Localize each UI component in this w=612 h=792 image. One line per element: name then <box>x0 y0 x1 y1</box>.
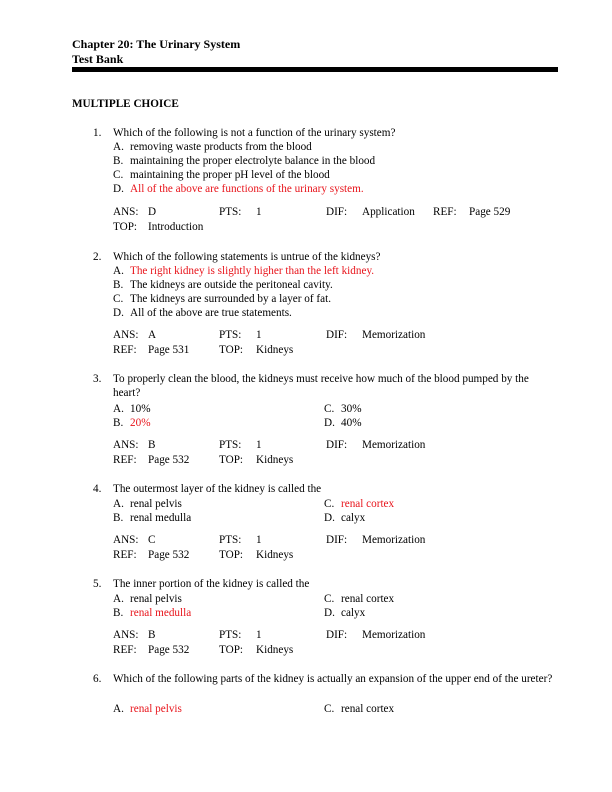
top-label: TOP: <box>219 454 244 466</box>
question-text: Which of the following parts of the kidney is actually an expansion of the upper end of the ureter? <box>113 673 553 685</box>
ref-value: Page 532 <box>148 644 190 656</box>
option-text: 30% <box>341 403 362 415</box>
option-letter: A. <box>113 265 124 277</box>
ans-label: ANS: <box>113 329 139 341</box>
question-text: Which of the following is not a function of the urinary system? <box>113 127 396 139</box>
option-letter: C. <box>324 403 335 415</box>
option-text: calyx <box>341 607 366 619</box>
dif-label: DIF: <box>326 206 348 218</box>
option-text: renal medulla <box>130 512 192 524</box>
dif-value: Memorization <box>362 329 426 341</box>
option-text: renal cortex <box>341 703 395 715</box>
pts-value: 1 <box>256 439 262 451</box>
pts-label: PTS: <box>219 439 242 451</box>
ans-label: ANS: <box>113 534 139 546</box>
option-letter: A. <box>113 403 124 415</box>
ans-label: ANS: <box>113 206 139 218</box>
ref-label: REF: <box>113 644 137 656</box>
top-value: Kidneys <box>256 549 294 561</box>
question-text: The outermost layer of the kidney is called the <box>113 483 322 495</box>
pts-value: 1 <box>256 534 262 546</box>
ans-value: C <box>148 534 156 546</box>
ref-value: Page 529 <box>469 206 511 218</box>
option-letter: C. <box>324 703 335 715</box>
dif-label: DIF: <box>326 534 348 546</box>
question-number: 2. <box>93 251 102 263</box>
option-letter: B. <box>113 279 124 291</box>
question-number: 6. <box>93 673 102 685</box>
pts-label: PTS: <box>219 629 242 641</box>
header-rule <box>72 67 558 72</box>
ans-label: ANS: <box>113 629 139 641</box>
option-letter: A. <box>113 593 124 605</box>
dif-value: Application <box>362 206 415 218</box>
option-letter: A. <box>113 141 124 153</box>
ref-value: Page 531 <box>148 344 190 356</box>
dif-label: DIF: <box>326 329 348 341</box>
question-text: To properly clean the blood, the kidneys must receive how much of the blood pumped by the heart? <box>113 373 529 399</box>
top-value: Kidneys <box>256 344 294 356</box>
option-text: renal medulla <box>130 607 192 619</box>
ans-value: A <box>148 329 157 341</box>
option-letter: B. <box>113 607 124 619</box>
dif-value: Memorization <box>362 629 426 641</box>
pts-value: 1 <box>256 629 262 641</box>
option-text: 10% <box>130 403 151 415</box>
option-text: renal pelvis <box>130 498 182 510</box>
ans-label: ANS: <box>113 439 139 451</box>
top-label: TOP: <box>219 549 244 561</box>
option-letter: B. <box>113 417 124 429</box>
option-text: maintaining the proper pH level of the blood <box>130 169 330 181</box>
top-label: TOP: <box>113 221 138 233</box>
pts-value: 1 <box>256 206 262 218</box>
option-text: renal cortex <box>341 498 395 510</box>
chapter-title: Chapter 20: The Urinary System <box>72 37 241 51</box>
top-value: Kidneys <box>256 454 294 466</box>
ref-label: REF: <box>433 206 457 218</box>
ref-label: REF: <box>113 344 137 356</box>
ref-label: REF: <box>113 454 137 466</box>
option-letter: A. <box>113 498 124 510</box>
pts-label: PTS: <box>219 206 242 218</box>
ref-value: Page 532 <box>148 454 190 466</box>
ans-value: D <box>148 206 157 218</box>
top-value: Introduction <box>148 221 204 233</box>
option-letter: B. <box>113 155 124 167</box>
pts-value: 1 <box>256 329 262 341</box>
top-label: TOP: <box>219 644 244 656</box>
ref-label: REF: <box>113 549 137 561</box>
option-text: renal cortex <box>341 593 395 605</box>
option-text: All of the above are true statements. <box>130 307 292 319</box>
ans-value: B <box>148 439 156 451</box>
option-letter: D. <box>324 417 335 429</box>
option-text: 20% <box>130 417 151 429</box>
option-text: The right kidney is slightly higher than the left kidney. <box>130 265 375 277</box>
pts-label: PTS: <box>219 534 242 546</box>
ref-value: Page 532 <box>148 549 190 561</box>
option-letter: D. <box>113 183 124 195</box>
option-text: calyx <box>341 512 366 524</box>
option-letter: D. <box>324 512 335 524</box>
option-text: maintaining the proper electrolyte balance in the blood <box>130 155 376 167</box>
option-text: 40% <box>341 417 362 429</box>
option-letter: C. <box>324 498 335 510</box>
option-letter: D. <box>324 607 335 619</box>
dif-value: Memorization <box>362 439 426 451</box>
option-letter: D. <box>113 307 124 319</box>
question-text: Which of the following statements is untrue of the kidneys? <box>113 251 381 263</box>
option-letter: B. <box>113 512 124 524</box>
option-letter: C. <box>113 169 124 181</box>
option-text: All of the above are functions of the urinary system. <box>130 183 364 195</box>
document-subtitle: Test Bank <box>72 52 124 66</box>
dif-label: DIF: <box>326 439 348 451</box>
question-text: The inner portion of the kidney is called the <box>113 578 310 590</box>
top-label: TOP: <box>219 344 244 356</box>
option-text: The kidneys are surrounded by a layer of fat. <box>130 293 331 305</box>
pts-label: PTS: <box>219 329 242 341</box>
option-text: removing waste products from the blood <box>130 141 312 153</box>
dif-label: DIF: <box>326 629 348 641</box>
option-letter: C. <box>324 593 335 605</box>
option-text: The kidneys are outside the peritoneal cavity. <box>130 279 333 291</box>
question-number: 1. <box>93 127 102 139</box>
option-letter: A. <box>113 703 124 715</box>
question-number: 3. <box>93 373 102 385</box>
document-header <box>72 37 240 67</box>
top-value: Kidneys <box>256 644 294 656</box>
section-title: MULTIPLE CHOICE <box>72 98 179 110</box>
option-text: renal pelvis <box>130 703 182 715</box>
ans-value: B <box>148 629 156 641</box>
question-number: 5. <box>93 578 102 590</box>
question-number: 4. <box>93 483 102 495</box>
option-text: renal pelvis <box>130 593 182 605</box>
option-letter: C. <box>113 293 124 305</box>
dif-value: Memorization <box>362 534 426 546</box>
